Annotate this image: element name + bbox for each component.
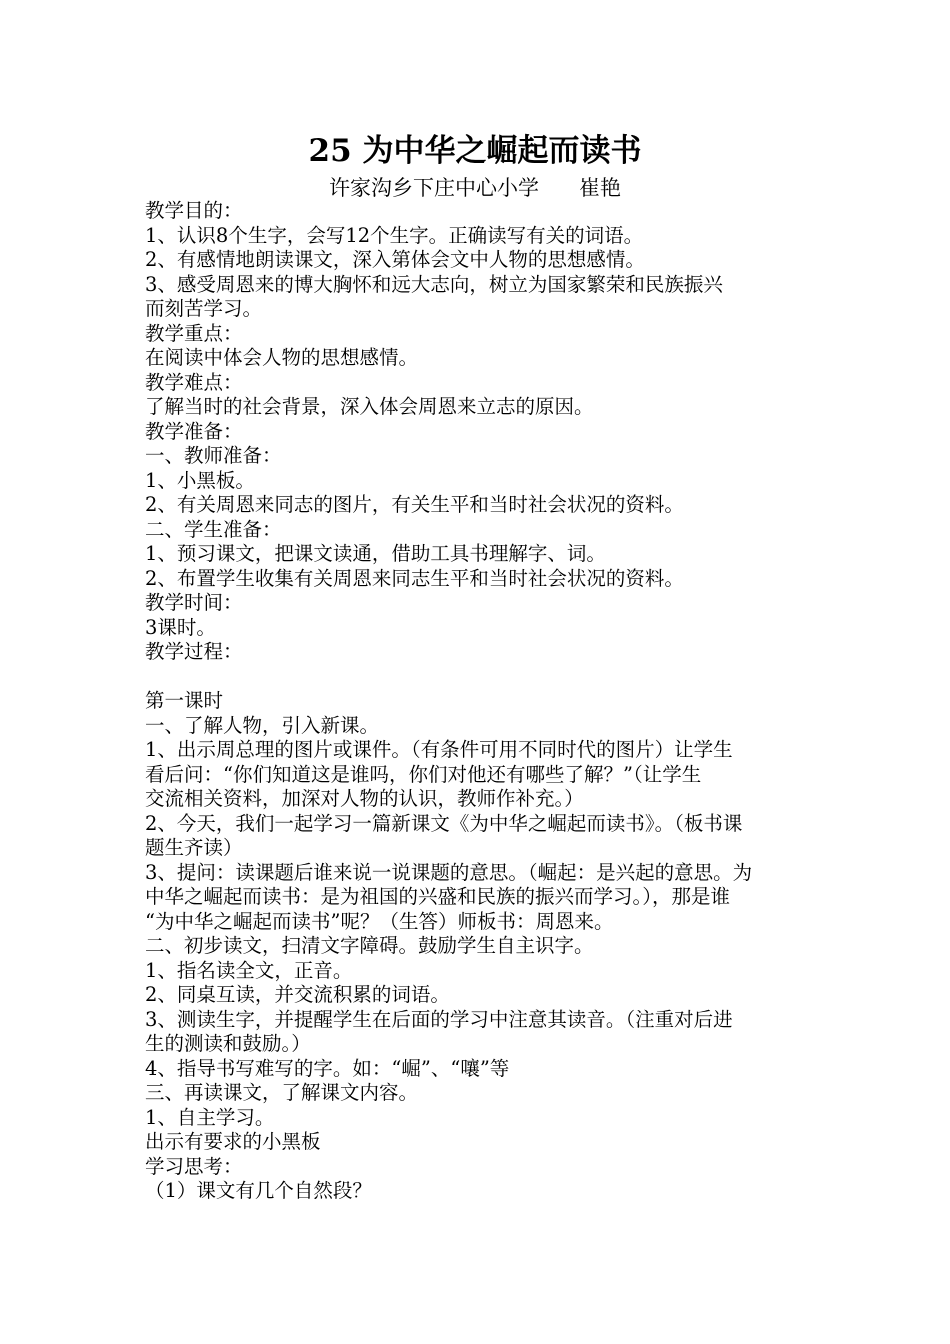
body-line: 出示有要求的小黑板 [145, 1130, 321, 1153]
body-line: 教学过程： [145, 640, 243, 663]
body-line: 在阅读中体会人物的思想感情。 [145, 346, 419, 369]
body-line: 1、小黑板。 [145, 468, 255, 492]
document-author-line: 许家沟乡下庄中心小学 崔艳 [328, 176, 622, 200]
body-line: 交流相关资料，加深对人物的认识，教师作补充。） [145, 787, 584, 810]
body-line: 学习思考： [145, 1154, 243, 1178]
body-line: 而刻苦学习。 [145, 297, 263, 320]
blank-line [145, 665, 815, 690]
body-line: 2、布置学生收集有关周恩来同志生平和当时社会状况的资料。 [145, 566, 684, 590]
body-line: 看后问：“你们知道这是谁吗，你们对他还有哪些了解？”（让学生 [145, 762, 702, 786]
body-line: 1、自主学习。 [145, 1105, 275, 1129]
body-line: 中华之崛起而读书：是为祖国的兴盛和民族的振兴而学习。），那是谁 [145, 885, 731, 908]
body-line: 2、有感情地朗读课文，深入第体会文中人物的思想感情。 [145, 248, 645, 271]
body-line: 三、再读课文，了解课文内容。 [145, 1081, 419, 1104]
body-line: 1、出示周总理的图片或课件。（有条件可用不同时代的图片）让学生 [145, 738, 733, 761]
body-line: 1、预习课文，把课文读通，借助工具书理解字、词。 [145, 542, 606, 565]
body-line: 教学重点： [145, 321, 243, 345]
body-line: 1、指名读全文，正音。 [145, 958, 353, 982]
body-line: 第一课时 [145, 689, 224, 712]
body-line: 教学目的： [145, 199, 243, 222]
body-line: 1、认识8个生字，会写12个生字。正确读写有关的词语。 [145, 223, 644, 247]
body-line: 题生齐读） [145, 836, 243, 859]
body-line: 4、指导书写难写的字。如：“崛”、“嚷”等 [145, 1056, 510, 1080]
body-line: 3、提问：读课题后谁来说一说课题的意思。（崛起：是兴起的意思。为 [145, 860, 753, 884]
body-line: 教学准备： [145, 419, 243, 443]
body-line: 教学时间： [145, 591, 243, 614]
document-title: 25 为中华之崛起而读书 [308, 133, 642, 169]
body-line: 二、学生准备： [145, 517, 282, 541]
body-line: 2、有关周恩来同志的图片，有关生平和当时社会状况的资料。 [145, 493, 684, 516]
body-line: 一、了解人物，引入新课。 [145, 713, 380, 737]
body-line: 教学难点： [145, 370, 243, 394]
body-line: 2、今天，我们一起学习一篇新课文《为中华之崛起而读书》。（板书课 [145, 811, 743, 835]
body-line: “为中华之崛起而读书”呢？（生答）师板书：周恩来。 [145, 909, 614, 933]
body-line: 生的测读和鼓励。） [145, 1032, 311, 1055]
document-body [145, 199, 815, 1204]
body-line: 了解当时的社会背景，深入体会周恩来立志的原因。 [145, 395, 594, 418]
body-line: 3课时。 [145, 615, 216, 639]
body-line: 二、初步读文，扫清文字障碍。鼓励学生自主识字。 [145, 934, 594, 957]
body-line: 3、感受周恩来的博大胸怀和远大志向，树立为国家繁荣和民族振兴 [145, 272, 723, 296]
body-line: 3、测读生字，并提醒学生在后面的学习中注意其读音。（注重对后进 [145, 1007, 733, 1031]
body-line: （1）课文有几个自然段？ [145, 1179, 372, 1202]
body-line: 一、教师准备： [145, 444, 282, 467]
body-line: 2、同桌互读，并交流积累的词语。 [145, 983, 450, 1006]
